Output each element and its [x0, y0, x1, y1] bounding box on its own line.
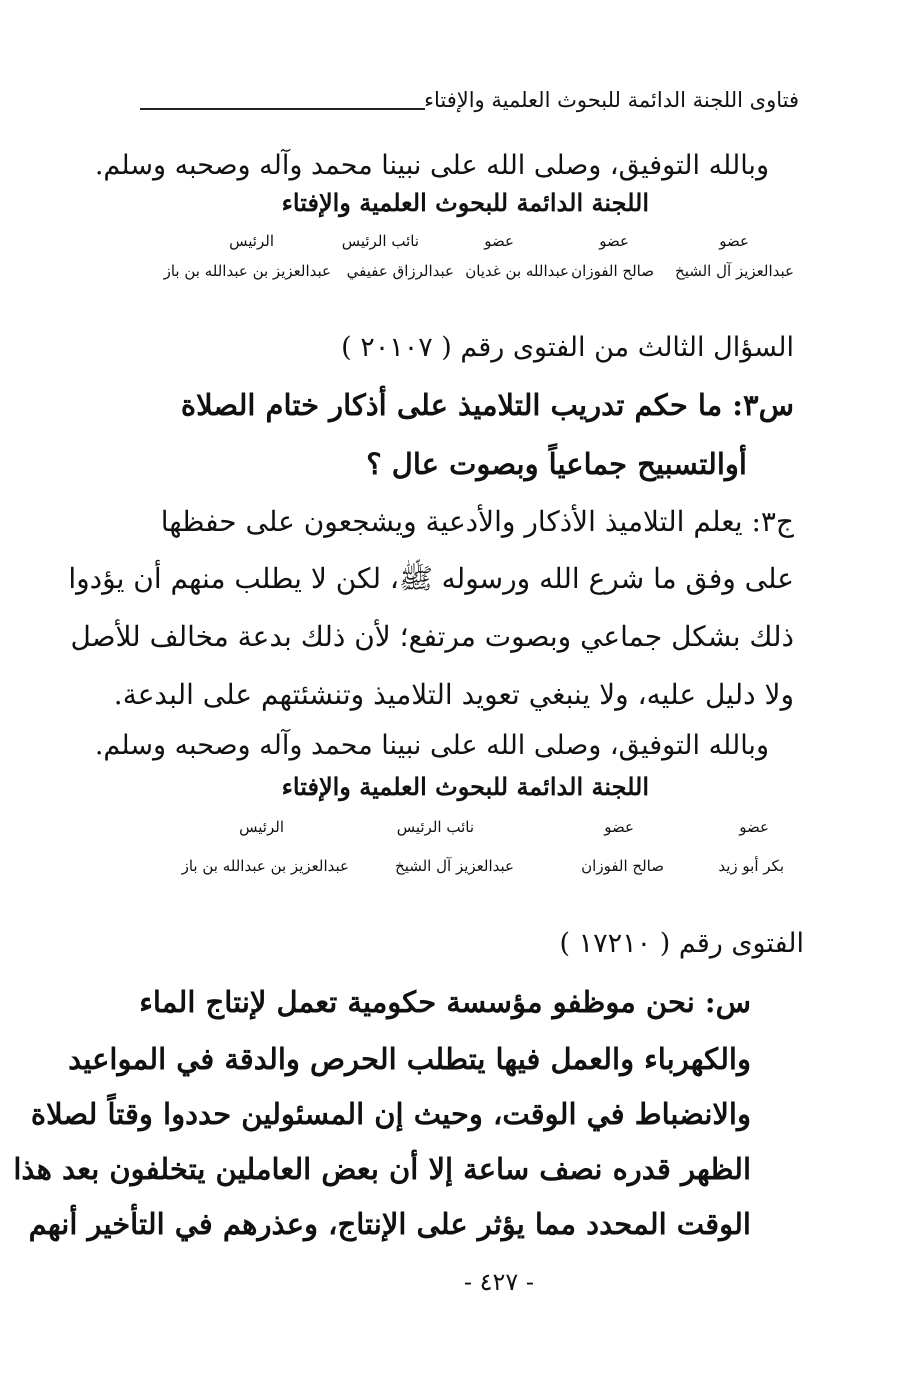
question-line: الوقت المحدد مما يؤثر على الإنتاج، وعذرهم في التأخير أنهم [28, 1207, 751, 1241]
answer-line: ذلك بشكل جماعي وبصوت مرتفع؛ لأن ذلك بدعة مخالف للأصل [70, 620, 794, 653]
question-line: الظهر قدره نصف ساعة إلا أن بعض العاملين يتخلفون بعد هذا [13, 1152, 751, 1186]
signatory-role: الرئيس [239, 818, 284, 836]
signatory-role: عضو [739, 818, 769, 836]
signatory-role: عضو [719, 232, 749, 250]
signatory-role: عضو [604, 818, 634, 836]
signatory-name: صالح الفوزان [581, 857, 664, 875]
question-line: س: نحن موظفو مؤسسة حكومية تعمل لإنتاج الماء [139, 985, 751, 1019]
header-rule [140, 108, 425, 110]
fatwa-heading: الفتوى رقم ( ١٧٢١٠ ) [559, 928, 804, 959]
page-number: - ٤٢٧ - [463, 1268, 534, 1296]
question-line: أوالتسبيح جماعياً وبصوت عال ؟ [366, 447, 747, 481]
committee-name-2: اللجنة الدائمة للبحوث العلمية والإفتاء [281, 772, 649, 801]
signatory-role: عضو [599, 232, 629, 250]
signatory-role: نائب الرئيس [396, 818, 474, 836]
answer-line: على وفق ما شرع الله ورسوله ﷺ، لكن لا يطلب منهم أن يؤدوا [68, 562, 794, 595]
fatwa-heading: السؤال الثالث من الفتوى رقم ( ٢٠١٠٧ ) [341, 332, 794, 363]
question-line: والكهرباء والعمل فيها يتطلب الحرص والدقة في المواعيد [68, 1042, 751, 1076]
signatory-name: بكر أبو زيد [718, 857, 784, 875]
running-header-title: فتاوى اللجنة الدائمة للبحوث العلمية والإفتاء [424, 88, 799, 112]
signatory-name: عبدالعزيز آل الشيخ [395, 857, 514, 875]
signatory-name: عبدالعزيز بن عبدالله بن باز [163, 262, 331, 280]
question-line: والانضباط في الوقت، وحيث إن المسئولين حددوا وقتاً لصلاة [30, 1097, 751, 1131]
question-line: س٣: ما حكم تدريب التلاميذ على أذكار ختام الصلاة [180, 388, 794, 422]
signatory-name: صالح الفوزان [571, 262, 654, 280]
signatory-name: عبدالعزيز بن عبدالله بن باز [181, 857, 349, 875]
answer-line: ولا دليل عليه، ولا ينبغي تعويد التلاميذ وتنشئتهم على البدعة. [113, 678, 794, 711]
signatory-name: عبدالله بن غديان [465, 262, 569, 280]
signatory-role: عضو [484, 232, 514, 250]
signatory-role: نائب الرئيس [341, 232, 419, 250]
signatory-name: عبدالعزيز آل الشيخ [675, 262, 794, 280]
closing-line-2: وبالله التوفيق، وصلى الله على نبينا محمد وآله وصحبه وسلم. [94, 730, 769, 761]
answer-line: ج٣: يعلم التلاميذ الأذكار والأدعية ويشجعون على حفظها [160, 505, 794, 538]
signatory-name: عبدالرزاق عفيفي [346, 262, 454, 280]
committee-name-1: اللجنة الدائمة للبحوث العلمية والإفتاء [281, 188, 649, 217]
signatory-role: الرئيس [229, 232, 274, 250]
closing-line-1: وبالله التوفيق، وصلى الله على نبينا محمد وآله وصحبه وسلم. [94, 150, 769, 181]
